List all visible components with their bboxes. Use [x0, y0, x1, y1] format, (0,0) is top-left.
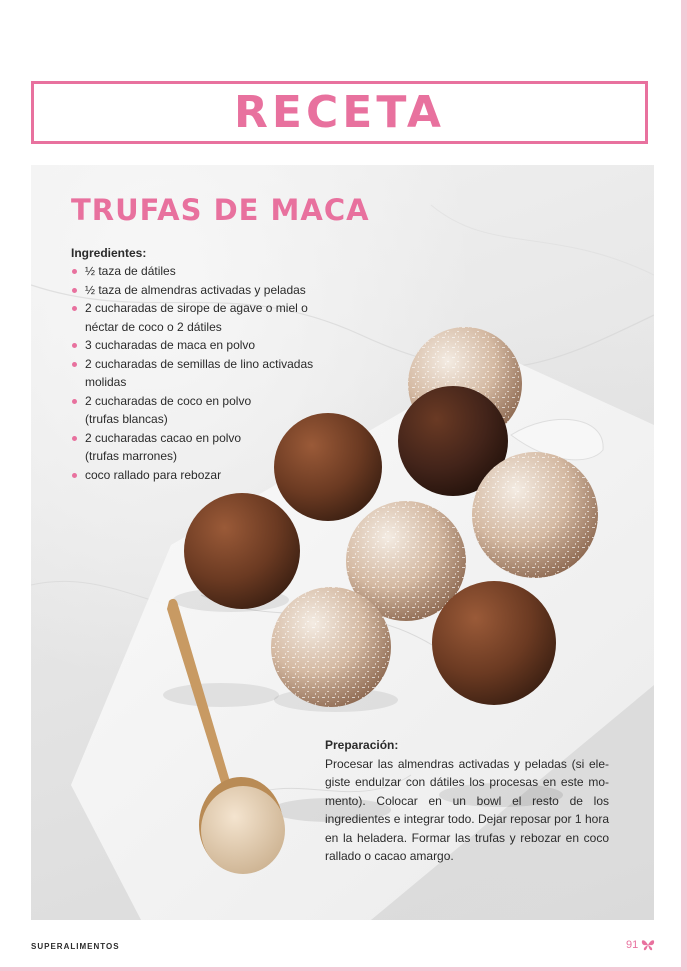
ingredients-list [71, 262, 341, 484]
recipe-photo [31, 165, 654, 920]
preparation-text: Procesar las almendras activadas y peladas (si ele-giste endulzar con dátiles los procesas en este mo-mento). Colocar en un bowl el resto de los ingredientes e integrar todo. Dejar reposar por 1 hora en la heladera. Formar las trufas y rebozar en coco rallado o cacao amargo. [325, 756, 609, 863]
page-edge-right [681, 0, 687, 971]
page-number: 91 [626, 939, 639, 951]
list-item: 2 cucharadas de semillas de lino activadas molidas [71, 355, 341, 392]
list-item: ½ taza de dátiles [71, 262, 341, 281]
preparation-heading: Preparación: [325, 738, 399, 752]
footer-section-name: SUPERALIMENTOS [31, 942, 120, 951]
page-edge-bottom [0, 967, 687, 971]
bullet-icon [72, 399, 77, 404]
bullet-icon [72, 288, 77, 293]
bullet-icon [72, 473, 77, 478]
bullet-icon [72, 269, 77, 274]
list-item: 2 cucharadas de coco en polvo (trufas blancas) [71, 392, 341, 429]
list-item: 2 cucharadas cacao en polvo (trufas marrones) [71, 429, 341, 466]
bullet-icon [72, 362, 77, 367]
recipe-title: TRUFAS DE MACA [71, 193, 370, 227]
bullet-icon [72, 306, 77, 311]
list-item: ½ taza de almendras activadas y peladas [71, 281, 341, 300]
ingredients-heading: Ingredientes: [71, 246, 147, 260]
page-title: RECETA [234, 87, 445, 138]
bullet-icon [72, 436, 77, 441]
list-item: coco rallado para rebozar [71, 466, 341, 485]
header-box [31, 81, 648, 144]
list-item: 2 cucharadas de sirope de agave o miel o néctar de coco o 2 dátiles [71, 299, 341, 336]
list-item: 3 cucharadas de maca en polvo [71, 336, 341, 355]
preparation-section [325, 736, 609, 866]
bullet-icon [72, 343, 77, 348]
butterfly-icon [641, 939, 655, 951]
